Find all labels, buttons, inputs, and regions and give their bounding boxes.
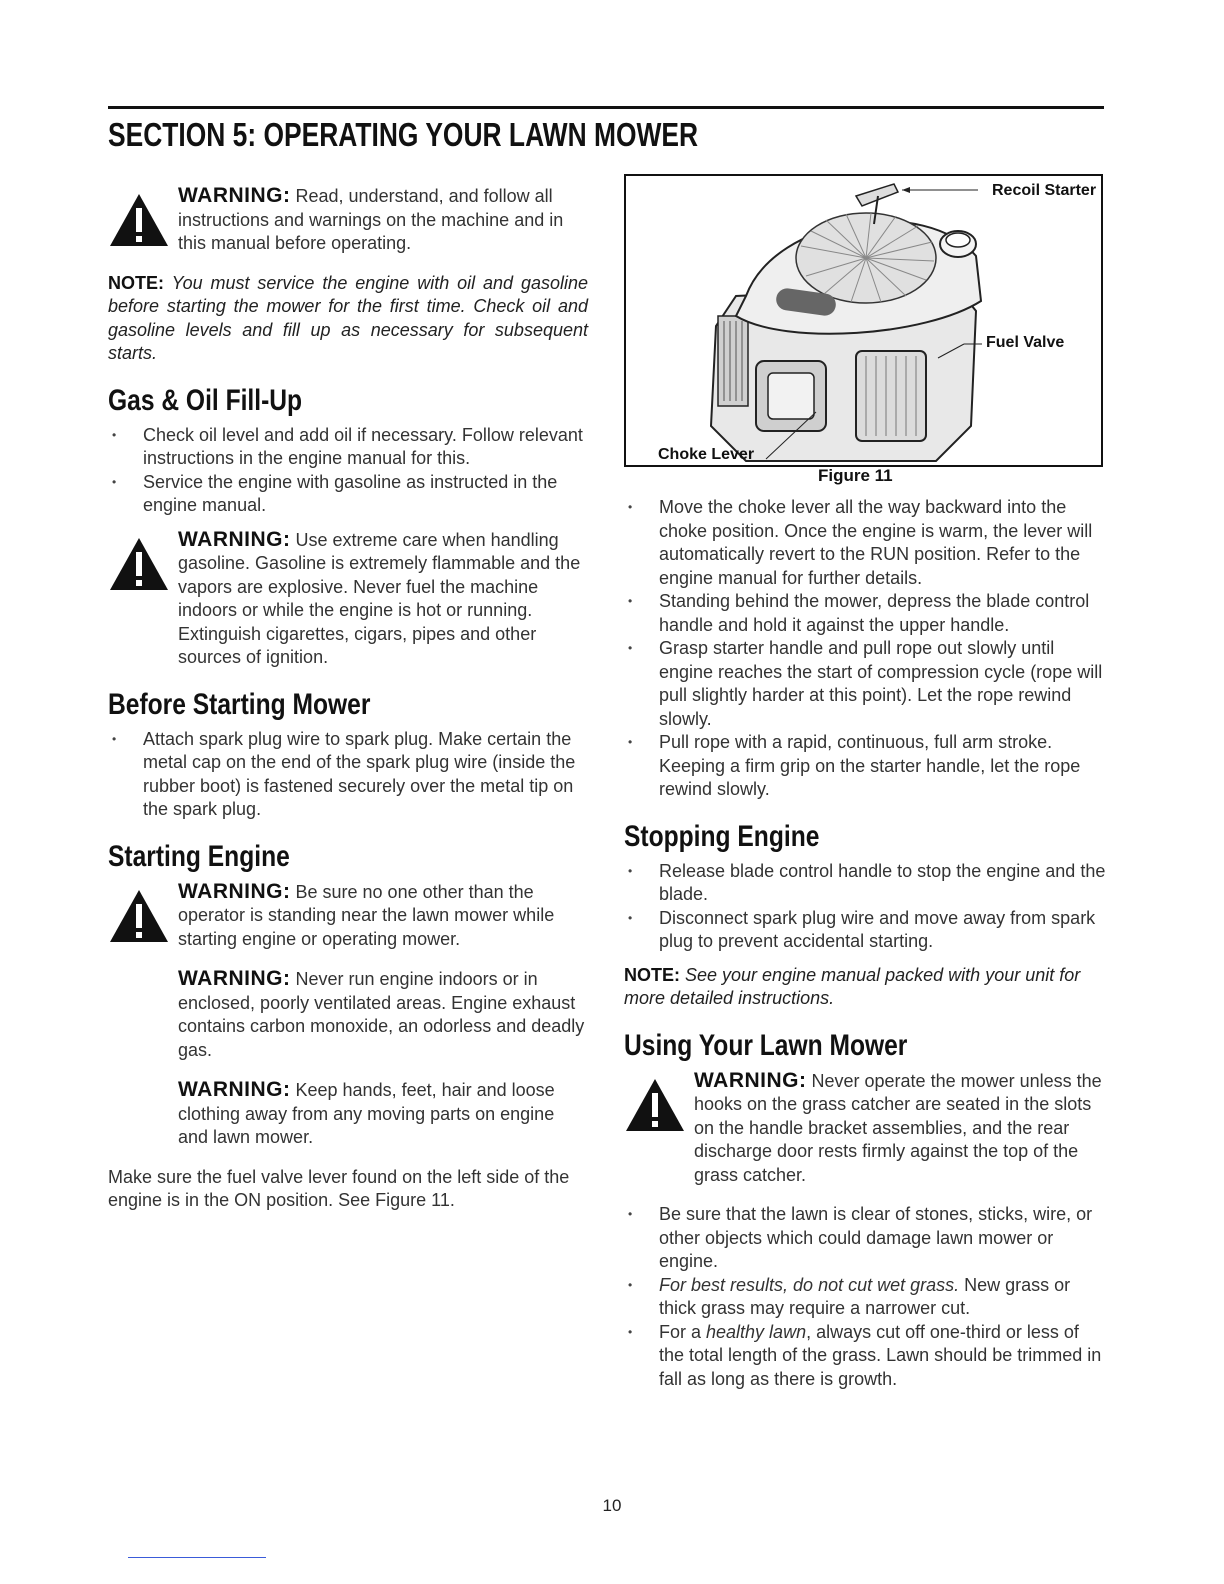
section-title: SECTION 5: OPERATING YOUR LAWN MOWER — [108, 116, 699, 153]
list-item: • Release blade control handle to stop the engine and the blade. — [624, 860, 1106, 907]
list-item — [624, 1321, 1106, 1392]
warning-label: WARNING: — [178, 1078, 291, 1101]
warning-block — [108, 880, 588, 952]
list-item: • Service the engine with gasoline as instructed in the engine manual. — [108, 471, 588, 518]
heading-before-starting: Before Starting Mower — [108, 687, 371, 721]
note-text: You must service the engine with oil and gasoline before starting the mower for the first time. Check oil and gasoline levels and fill up as necessary for subsequent starts. — [108, 272, 588, 363]
warning-block — [108, 184, 588, 256]
list-item: • Attach spark plug wire to spark plug. Make certain the metal cap on the end of the spark plug wire (inside the rubber boot) is fastened securely over the metal tip on the spark plug. — [108, 728, 588, 822]
list-item: • Move the choke lever all the way backward into the choke position. Once the engine is warm, the lever will automatically revert to the RUN position. Refer to the engine manual for further details. — [624, 496, 1106, 590]
header-rule — [108, 106, 1104, 109]
heading-gas-oil: Gas & Oil Fill-Up — [108, 383, 303, 417]
warning-block — [108, 967, 588, 1062]
warning-text: Use extreme care when handling gasoline. Gasoline is extremely flammable and the vapors are explosive. Never fuel the machine indoors or while the engine is hot or running. Extinguish cigarettes, cigars, pipes and other sources of ignition. — [178, 529, 581, 667]
list-item: • Pull rope with a rapid, continuous, full arm stroke. Keeping a firm grip on the starter handle, let the rope rewind slowly. — [624, 731, 1106, 802]
warning-triangle-icon — [624, 1077, 686, 1133]
engine-illustration — [626, 176, 1103, 467]
note — [108, 272, 588, 366]
gas-oil-list — [108, 424, 588, 518]
right-column — [624, 496, 1106, 1401]
warning-text: Keep hands, feet, hair and loose clothing away from any moving parts on engine and lawn mower. — [178, 1080, 555, 1147]
italic-text: For best results, do not cut wet grass. — [659, 1274, 960, 1295]
list-item: • Check oil level and add oil if necessary. Follow relevant instructions in the engine manual for this. — [108, 424, 588, 471]
heading-using-lawn-mower: Using Your Lawn Mower — [624, 1028, 908, 1062]
warning-label: WARNING: — [178, 879, 291, 903]
list-item-text: New grass or thick grass may require a narrower cut. — [659, 1274, 1071, 1318]
warning-block — [108, 1078, 588, 1150]
list-item-text: , always cut off one-third or less of the total length of the grass. Lawn should be trimmed in fall as long as there is growth. — [659, 1321, 1102, 1389]
using-list — [624, 1203, 1106, 1391]
warning-triangle-icon — [108, 192, 170, 248]
warning-text: Read, understand, and follow all instructions and warnings on the machine and in this manual before operating. — [178, 186, 564, 253]
list-item — [624, 1274, 1106, 1321]
warning-label: WARNING: — [178, 967, 291, 990]
footer-link-line — [128, 1557, 266, 1558]
fuel-valve-paragraph: Make sure the fuel valve lever found on the left side of the engine is in the ON position. See Figure 11. — [108, 1166, 570, 1210]
heading-starting-engine: Starting Engine — [108, 839, 290, 873]
list-item: • Grasp starter handle and pull rope out slowly until engine reaches the start of compression cycle (rope will pull slightly harder at this point). Let the rope rewind slowly. — [624, 637, 1106, 731]
warning-text: Be sure no one other than the operator is standing near the lawn mower while starting engine or operating mower. — [178, 881, 555, 949]
warning-block — [108, 528, 588, 670]
warning-label: WARNING: — [178, 527, 291, 551]
note-label: NOTE: — [108, 272, 164, 293]
before-starting-list — [108, 728, 588, 822]
warning-text: Never run engine indoors or in enclosed, poorly ventilated areas. Engine exhaust contains carbon monoxide, an odorless and deadly gas. — [178, 969, 585, 1060]
page-number: 10 — [602, 1496, 622, 1515]
label-choke-lever: Choke Lever — [658, 446, 755, 463]
note-text: See your engine manual packed with your unit for more detailed instructions. — [624, 964, 1081, 1008]
warning-triangle-icon — [108, 536, 170, 592]
warning-text: Never operate the mower unless the hooks on the grass catcher are seated in the slots on the handle bracket assemblies, and the rear discharge door rests firmly against the top of the grass catcher. — [694, 1070, 1102, 1185]
list-item-text: For a — [659, 1321, 707, 1342]
label-recoil-starter: Recoil Starter — [992, 182, 1097, 199]
warning-block — [624, 1069, 1106, 1188]
note-label: NOTE: — [624, 964, 680, 985]
warning-triangle-icon — [108, 888, 170, 944]
note — [624, 964, 1106, 1011]
label-fuel-valve: Fuel Valve — [986, 334, 1065, 351]
left-column — [108, 184, 588, 1213]
italic-text: healthy lawn — [706, 1321, 807, 1342]
heading-stopping-engine: Stopping Engine — [624, 819, 820, 853]
list-item: • Standing behind the mower, depress the blade control handle and hold it against the upper handle. — [624, 590, 1106, 637]
figure-caption: Figure 11 — [818, 466, 893, 485]
warning-label: WARNING: — [694, 1068, 807, 1092]
starting-steps-list — [624, 496, 1106, 802]
list-item: • Be sure that the lawn is clear of stones, sticks, wire, or other objects which could damage lawn mower or engine. — [624, 1203, 1106, 1274]
warning-label: WARNING: — [178, 184, 291, 207]
figure-11 — [624, 174, 1103, 467]
stopping-list — [624, 860, 1106, 954]
list-item: • Disconnect spark plug wire and move away from spark plug to prevent accidental starting. — [624, 907, 1106, 954]
